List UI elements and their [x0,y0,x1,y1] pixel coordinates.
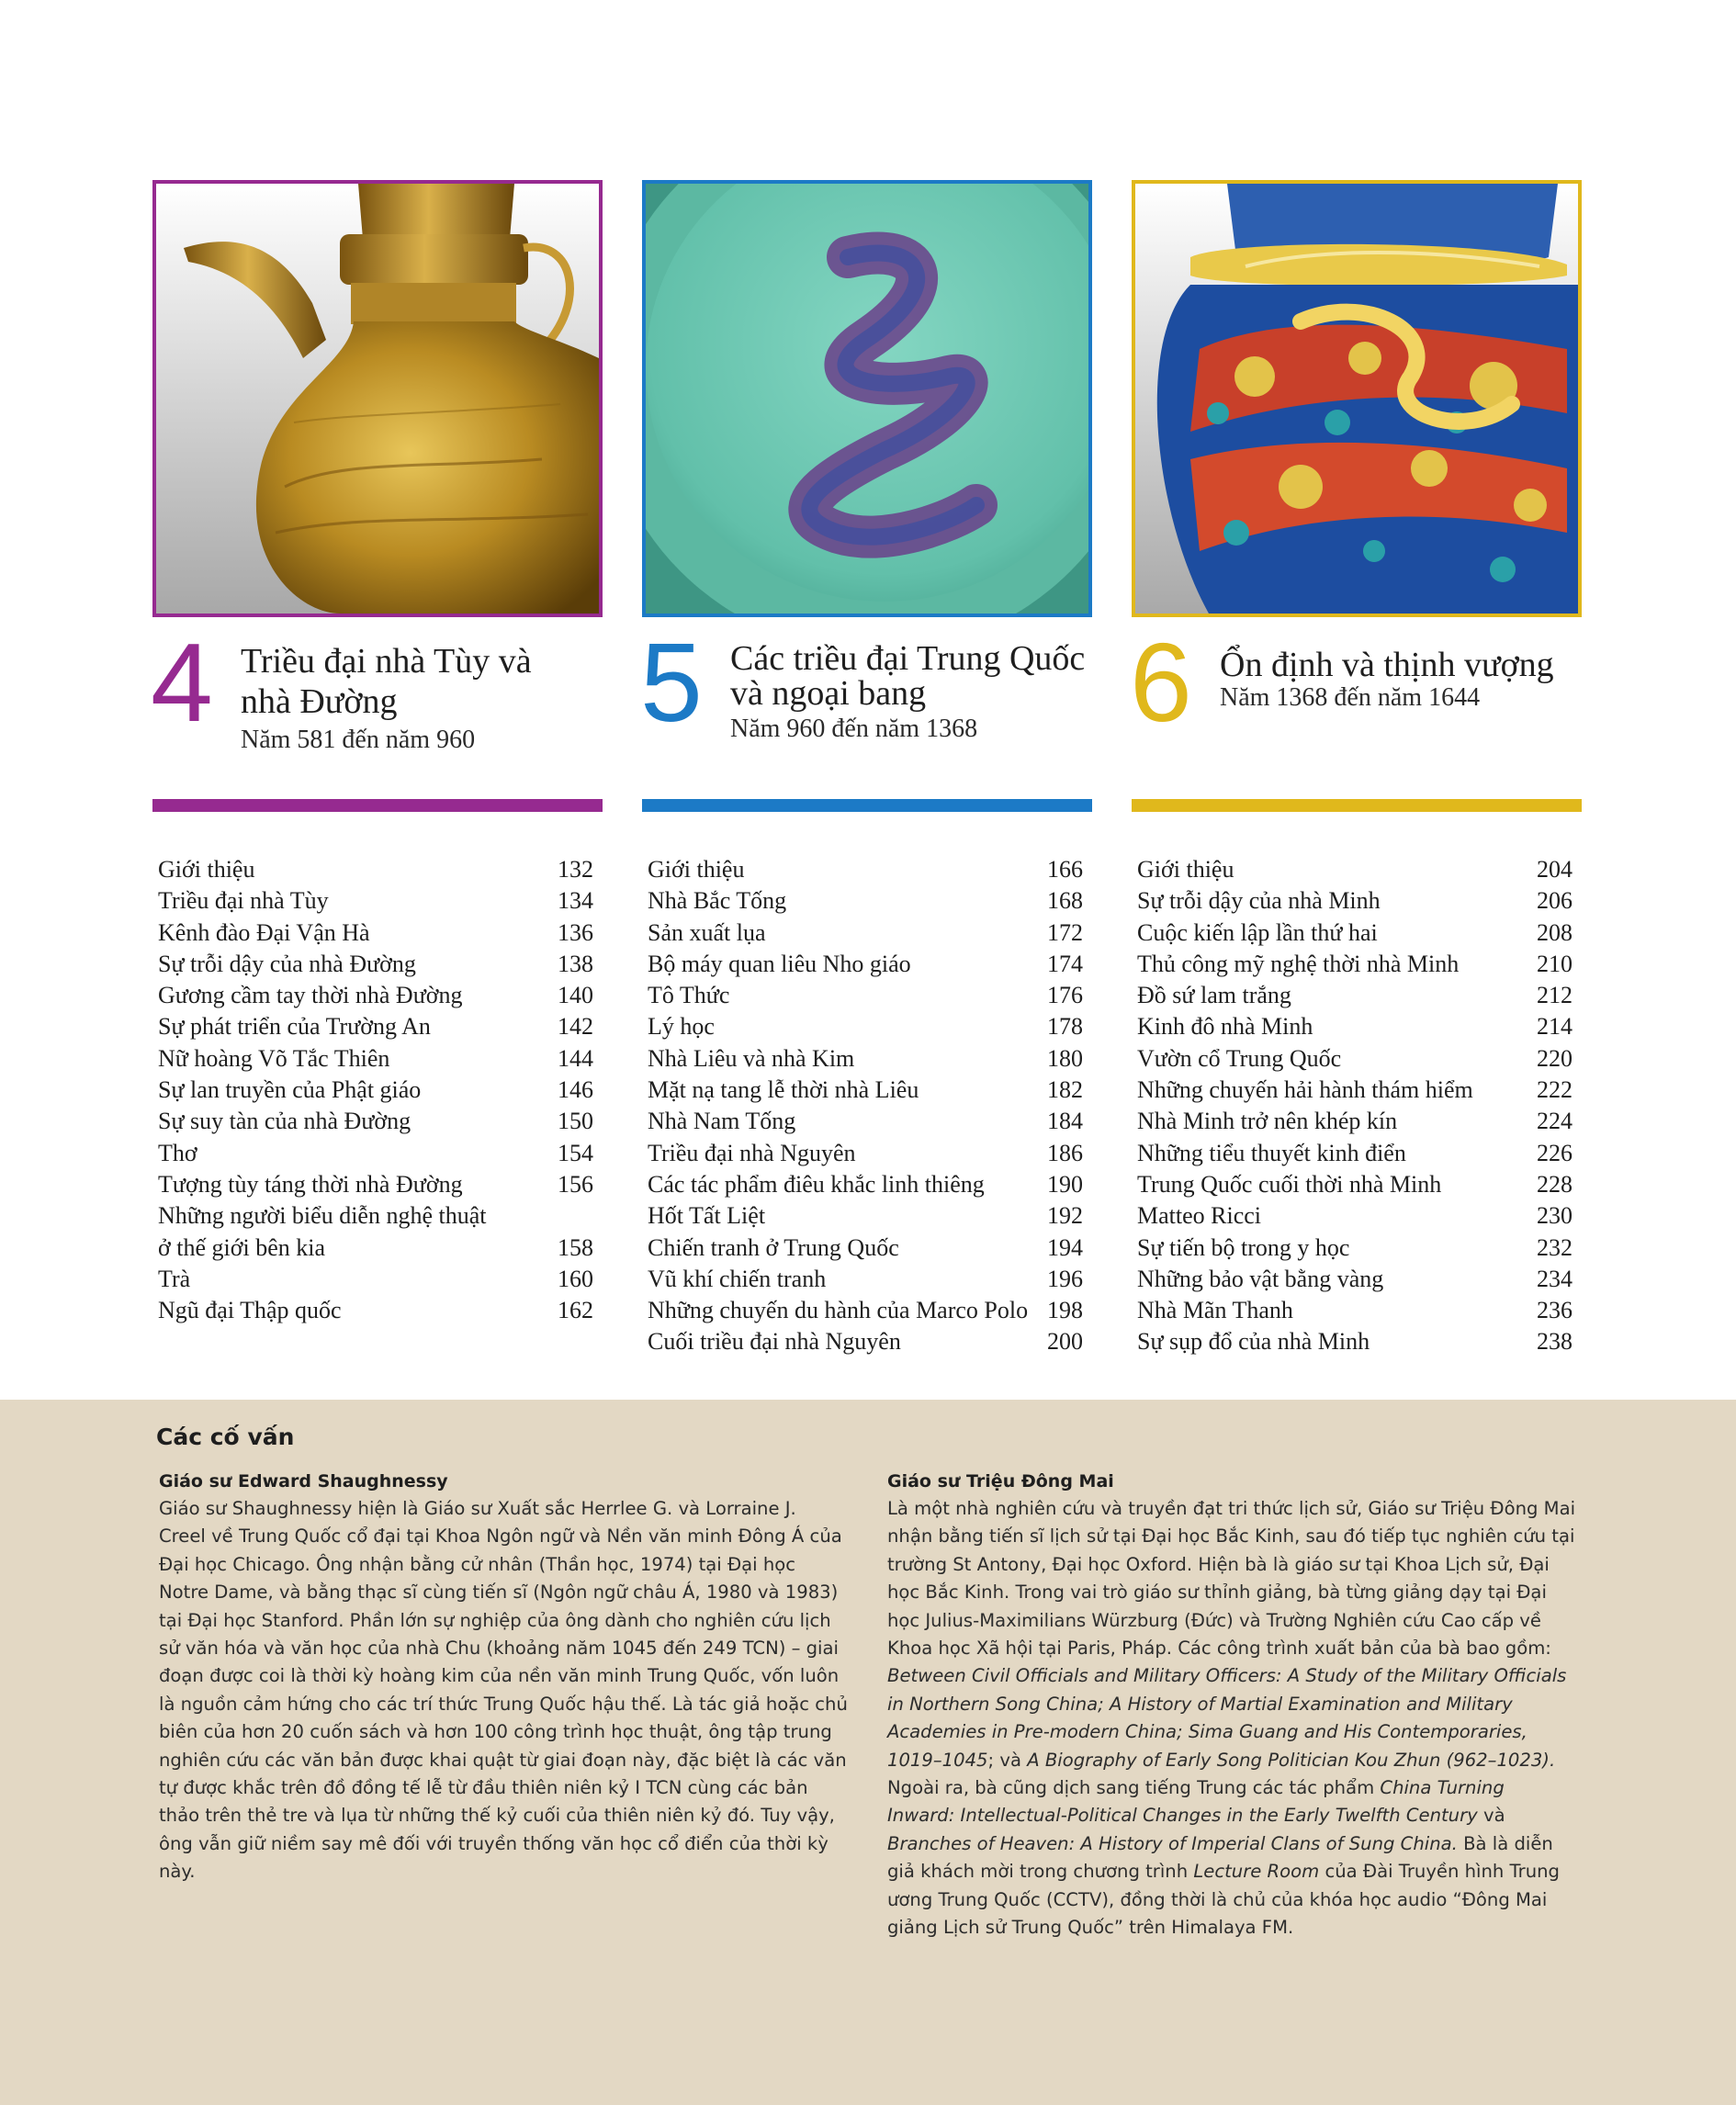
toc-entry-page: 236 [1537,1297,1573,1324]
toc-entry-title: Sự trỗi dậy của nhà Đường [158,950,416,977]
toc-entry[interactable] [152,1295,603,1326]
toc-entry[interactable] [642,1233,1092,1264]
toc-entry[interactable] [1132,1011,1582,1042]
toc-entry[interactable] [1132,1106,1582,1137]
bio-title-run: Branches of Heaven: A History of Imperial Clans of Sung China. [887,1832,1458,1854]
toc-entry[interactable] [642,1295,1092,1326]
toc-entry-page: 174 [1047,950,1083,977]
bio-text-run: ; và [987,1749,1028,1771]
toc-entry[interactable] [1132,1043,1582,1075]
toc-entry-page: 214 [1537,1013,1573,1041]
toc-entry-title: Trung Quốc cuối thời nhà Minh [1137,1170,1442,1198]
toc-entry-title: Sự phát triển của Trường An [158,1013,431,1041]
bio-text-run: Ngoài ra, bà cũng dịch sang tiếng Trung các tác phẩm [887,1777,1381,1799]
toc-entry-page: 196 [1047,1265,1083,1292]
toc-entry[interactable] [642,949,1092,980]
toc-entry[interactable] [152,1011,603,1042]
toc-entry[interactable] [1132,1169,1582,1200]
toc-entry-page: 178 [1047,1013,1083,1041]
toc-entry[interactable] [642,1043,1092,1075]
toc-entry[interactable] [1132,1264,1582,1295]
toc-entry[interactable] [642,1106,1092,1137]
toc-entry-title: Kênh đào Đại Vận Hà [158,918,370,946]
toc-entry[interactable] [642,1326,1092,1357]
chapter-column [152,180,603,1326]
toc-entry-title: Tượng tùy táng thời nhà Đường [158,1170,463,1198]
toc-entry-title: Nhà Bắc Tống [648,887,787,915]
toc-entry[interactable] [642,1075,1092,1106]
toc-entry[interactable] [152,980,603,1011]
toc-entry-page: 132 [558,856,593,883]
toc-entry-title: Sự trỗi dậy của nhà Minh [1137,887,1381,915]
toc-entry-title: Các tác phẩm điêu khắc linh thiêng [648,1170,985,1198]
advisor-name: Giáo sư Triệu Đông Mai [887,1471,1114,1492]
toc-entry-title: Sự lan truyền của Phật giáo [158,1076,422,1104]
advisor-name: Giáo sư Edward Shaughnessy [159,1471,448,1492]
advisor-bio [887,1495,1576,1942]
toc-entry-title: Nữ hoàng Võ Tắc Thiên [158,1044,390,1072]
toc-entry-title: Những chuyến du hành của Marco Polo [648,1297,1029,1324]
toc-entry-title: Triều đại nhà Nguyên [648,1139,856,1166]
toc-entry[interactable] [1132,980,1582,1011]
bio-text-run: của Đài Truyền hình Trung ương Trung Quốc (CCTV), đồng thời là chủ của khóa học audio “Đông Mai giảng Lịch sử Trung Quốc” trên Himalaya FM. [887,1861,1560,1939]
toc-entry[interactable] [642,1138,1092,1169]
toc-entry-title: Thủ công mỹ nghệ thời nhà Minh [1137,950,1460,977]
toc-entry-page: 176 [1047,982,1083,1009]
toc-entry-title: Sự tiến bộ trong y học [1137,1233,1350,1261]
toc-entry-title: Hốt Tất Liệt [648,1202,766,1230]
toc-entry-title: Nhà Liêu và nhà Kim [648,1044,855,1072]
toc-entry[interactable] [1132,1075,1582,1106]
toc-entry[interactable] [642,1264,1092,1295]
toc-entry-page: 154 [558,1139,593,1166]
chapter-subtitle: Năm 1368 đến năm 1644 [1220,683,1481,712]
toc-entry[interactable] [642,1200,1092,1232]
chapter-title: Ổn định và thịnh vượng [1220,646,1554,684]
toc-entry[interactable] [152,1200,603,1264]
chapter-number: 4 [151,620,213,745]
bio-text-run: Là một nhà nghiên cứu và truyền đạt tri thức lịch sử, Giáo sư Triệu Đông Mai nhận bằng tiến sĩ lịch sử tại Đại học Bắc Kinh, sau đó tiếp tục nghiên cứu tại trường St Antony, Đại học Oxford. Hiện bà là giáo sư tại Khoa Lịch sử, Đại học Bắc Kinh. Trong vai trò giáo sư thỉnh giảng, bà từng giảng dạy tại Đại học Julius-Maximilians Würzburg (Đức) và Trường Nghiên cứu Cao cấp về Khoa học Xã hội tại Paris, Pháp. Các công trình xuất bản của bà bao gồm: [887,1498,1576,1660]
toc-entry-title: Giới thiệu [648,856,745,883]
toc-entry-title: Tô Thức [648,982,730,1009]
toc-entry[interactable] [1132,917,1582,949]
toc-entry-page: 140 [558,982,593,1009]
advisors-section [0,1400,1736,2105]
toc-entry-title: Kinh đô nhà Minh [1137,1013,1313,1041]
toc-entry[interactable] [642,1011,1092,1042]
advisors-heading: Các cố vấn [156,1424,295,1450]
toc-entry-title: Những người biểu diễn nghệ thuật ở thế giới bên kia [158,1202,487,1261]
toc-entry-page: 206 [1537,887,1573,915]
toc-entry[interactable] [1132,1138,1582,1169]
chapter-color-bar [642,799,1092,812]
toc-entry[interactable] [642,1169,1092,1200]
toc-entry-page: 186 [1047,1139,1083,1166]
toc-entry-title: Triều đại nhà Tùy [158,887,329,915]
bio-title-run: Between Civil Officials and Military Officers: A Study of the Military Officials in Northern Song China; A History of Martial Examination and Military Academies in Pre-modern China; Sima Guang and His Contemporaries, 1019–1045 [887,1665,1567,1771]
celadon-dish-icon [646,184,1088,613]
toc-entry-title: Thơ [158,1139,197,1166]
toc-entry-page: 182 [1047,1076,1083,1104]
toc-entry-page: 222 [1537,1076,1573,1104]
toc-entry[interactable] [152,949,603,980]
toc-entry[interactable] [1132,949,1582,980]
toc-entry-title: Những chuyến hải hành thám hiểm [1137,1076,1473,1104]
toc-entry-title: Mặt nạ tang lễ thời nhà Liêu [648,1076,919,1104]
toc-entry-title: Lý học [648,1013,715,1041]
chapter-column [1132,180,1582,1358]
table-of-contents [1132,854,1582,1358]
toc-entry-page: 168 [1047,887,1083,915]
advisor-card [159,1468,848,1886]
toc-entry-page: 220 [1537,1044,1573,1072]
toc-entry-page: 238 [1537,1328,1573,1356]
toc-entry-page: 144 [558,1044,593,1072]
toc-entry-title: Trà [158,1265,191,1292]
chapter-subtitle: Năm 581 đến năm 960 [241,726,476,754]
toc-entry-page: 138 [558,950,593,977]
toc-entry-page: 226 [1537,1139,1573,1166]
chapter-header [1132,617,1582,799]
toc-entry[interactable] [152,1075,603,1106]
toc-entry-title: Gương cầm tay thời nhà Đường [158,982,463,1009]
toc-entry-page: 192 [1047,1202,1083,1230]
golden-ewer-icon [156,184,599,613]
toc-entry[interactable] [152,1169,603,1200]
chapter-number: 6 [1130,620,1192,745]
toc-entry-page: 204 [1537,856,1573,883]
toc-entry[interactable] [152,854,603,885]
bio-title-run: Lecture Room [1193,1861,1320,1883]
chapter-header [152,617,603,799]
toc-entry[interactable] [642,885,1092,917]
toc-entry-page: 136 [558,918,593,946]
toc-entry-page: 172 [1047,918,1083,946]
toc-entry-title: Giới thiệu [158,856,255,883]
advisor-bio [159,1495,848,1886]
toc-entry-page: 208 [1537,918,1573,946]
toc-entry-page: 224 [1537,1108,1573,1135]
toc-entry-page: 228 [1537,1170,1573,1198]
toc-entry[interactable] [152,1106,603,1137]
chapter-title: Triều đại nhà Tùy và nhà Đường [241,642,532,721]
chapter-number: 5 [640,620,703,745]
chapter-image [1132,180,1582,617]
table-of-contents [152,854,603,1326]
toc-entry-page: 160 [558,1265,593,1292]
bio-text-run: Bà là diễn giả khách mời trong chương trình [887,1832,1553,1883]
bio-text-run: và [1477,1805,1505,1827]
toc-entry-title: Ngũ đại Thập quốc [158,1297,342,1324]
toc-entry-title: Sự suy tàn của nhà Đường [158,1108,411,1135]
chapter-color-bar [1132,799,1582,812]
toc-entry-title: Sự sụp đổ của nhà Minh [1137,1328,1370,1356]
toc-entry-page: 198 [1047,1297,1083,1324]
toc-entry[interactable] [1132,1233,1582,1264]
toc-entry-title: Cuộc kiến lập lần thứ hai [1137,918,1378,946]
toc-entry[interactable] [642,854,1092,885]
toc-entry-page: 212 [1537,982,1573,1009]
toc-entry-page: 158 [558,1233,593,1261]
toc-entry[interactable] [1132,1326,1582,1357]
toc-entry-title: Vũ khí chiến tranh [648,1265,827,1292]
toc-entry-page: 180 [1047,1044,1083,1072]
toc-entry-title: Vườn cổ Trung Quốc [1137,1044,1342,1072]
toc-entry-title: Nhà Mãn Thanh [1137,1297,1293,1324]
toc-entry-page: 194 [1047,1233,1083,1261]
toc-entry-title: Nhà Nam Tống [648,1108,796,1135]
chapter-color-bar [152,799,603,812]
toc-entry-page: 156 [558,1170,593,1198]
chapter-image [642,180,1092,617]
toc-entry[interactable] [1132,854,1582,885]
toc-entry-page: 150 [558,1108,593,1135]
toc-entry[interactable] [1132,885,1582,917]
toc-entry[interactable] [152,1138,603,1169]
chapter-header [642,617,1092,799]
toc-entry[interactable] [642,917,1092,949]
advisor-card [887,1468,1576,1942]
chapter-column [642,180,1092,1358]
toc-entry[interactable] [642,980,1092,1011]
toc-entry-page: 166 [1047,856,1083,883]
toc-entry-title: Matteo Ricci [1137,1202,1262,1230]
toc-entry-page: 210 [1537,950,1573,977]
toc-entry-page: 190 [1047,1170,1083,1198]
chapter-subtitle: Năm 960 đến năm 1368 [730,715,978,743]
toc-entry-title: Những tiểu thuyết kinh điển [1137,1139,1406,1166]
toc-entry[interactable] [152,1264,603,1295]
bio-title-run: China Turning Inward: Intellectual-Political Changes in the Early Twelfth Century [887,1777,1505,1827]
chapter-image [152,180,603,617]
toc-entry-page: 230 [1537,1202,1573,1230]
toc-entry-page: 142 [558,1013,593,1041]
toc-entry-title: Giới thiệu [1137,856,1234,883]
toc-entry-title: Chiến tranh ở Trung Quốc [648,1233,899,1261]
toc-entry-page: 162 [558,1297,593,1324]
toc-entry-page: 184 [1047,1108,1083,1135]
toc-entry-page: 232 [1537,1233,1573,1261]
cloisonne-jar-icon [1135,184,1578,613]
toc-entry-title: Sản xuất lụa [648,918,766,946]
bio-text-run: Giáo sư Shaughnessy hiện là Giáo sư Xuất sắc Herrlee G. và Lorraine J. Creel về Trung Quốc cổ đại tại Khoa Ngôn ngữ và Nền văn minh Đông Á của Đại học Chicago. Ông nhận bằng cử nhân (Thần học, 1974) tại Đại học Notre Dame, và bằng thạc sĩ cùng tiến sĩ (Ngôn ngữ châu Á, 1980 và 1983) tại Đại học Stanford. Phần lớn sự nghiệp của ông dành cho nghiên cứu lịch sử văn hóa và văn học của nhà Chu (khoảng năm 1045 đến 249 TCN) – giai đoạn được coi là thời kỳ hoàng kim của nền văn minh Trung Quốc, vốn luôn là nguồn cảm hứng cho các trí thức Trung Quốc hậu thế. Là tác giả hoặc chủ biên của hơn 20 cuốn sách và hơn 100 công trình học thuật, ông tập trung nghiên cứu các văn bản được khai quật từ giai đoạn này, đặc biệt là các văn tự được khắc trên đồ đồng tế lễ từ đầu thiên niên kỷ I TCN cùng các bản thảo trên thẻ tre và lụa từ những thế kỷ cuối của thiên niên kỷ đó. Tuy vậy, ông vẫn giữ niềm say mê đối với truyền thống văn học cổ điển của thời kỳ này. [159,1498,848,1883]
chapter-title: Các triều đại Trung Quốc và ngoại bang [730,639,1086,713]
toc-entry[interactable] [152,917,603,949]
toc-entry-title: Bộ máy quan liêu Nho giáo [648,950,911,977]
toc-entry[interactable] [152,1043,603,1075]
toc-entry[interactable] [152,885,603,917]
toc-entry-page: 134 [558,887,593,915]
toc-entry[interactable] [1132,1295,1582,1326]
toc-entry-page: 234 [1537,1265,1573,1292]
toc-entry-title: Nhà Minh trở nên khép kín [1137,1108,1398,1135]
table-of-contents [642,854,1092,1358]
toc-entry-page: 200 [1047,1328,1083,1356]
toc-entry-title: Những bảo vật bằng vàng [1137,1265,1384,1292]
toc-entry[interactable] [1132,1200,1582,1232]
toc-entry-page: 146 [558,1076,593,1104]
bio-title-run: A Biography of Early Song Politician Kou Zhun (962–1023). [1027,1749,1556,1771]
toc-entry-title: Cuối triều đại nhà Nguyên [648,1328,901,1356]
toc-entry-title: Đồ sứ lam trắng [1137,982,1291,1009]
